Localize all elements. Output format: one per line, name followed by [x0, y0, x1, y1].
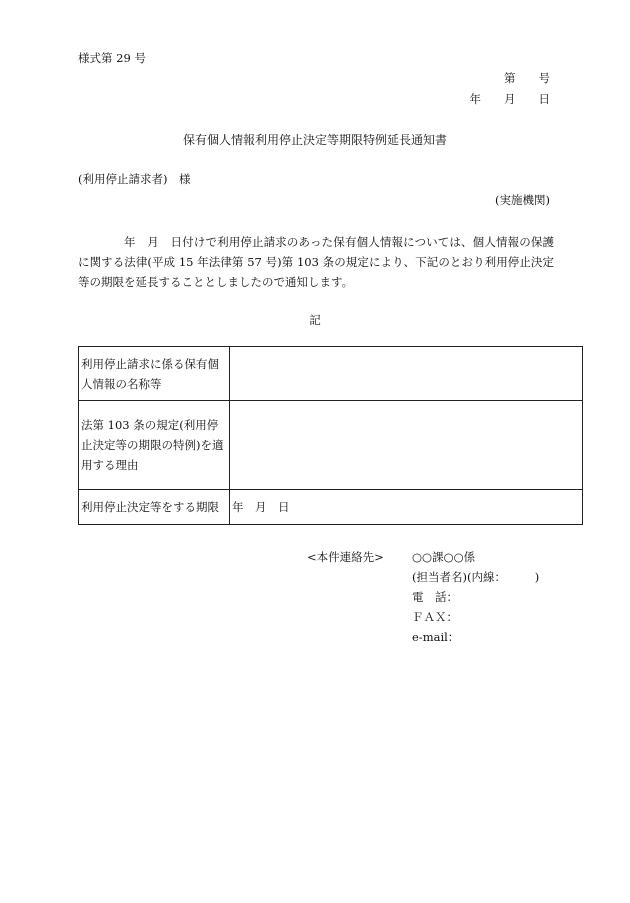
contact-line [307, 627, 539, 647]
contact-person: (担当者名)(内線： ) [412, 570, 540, 584]
contact-line [307, 567, 539, 587]
contact-block [307, 547, 539, 647]
row-label: 利用停止決定等をする期限 [79, 490, 230, 525]
contact-email: e-mail： [412, 630, 460, 644]
row-label: 法第 103 条の規定(利用停止決定等の期限の特例)を適用する理由 [79, 401, 230, 490]
contact-line [307, 607, 539, 627]
detail-table [78, 346, 583, 525]
row-value: 年 月 日 [230, 490, 583, 525]
contact-phone: 電 話： [412, 590, 458, 604]
contact-heading: <本件連絡先> [307, 550, 384, 564]
ki-heading: 記 [309, 313, 321, 327]
contact-fax: ＦＡＸ： [412, 610, 458, 624]
row-label: 利用停止請求に係る保有個人情報の名称等 [79, 347, 230, 401]
contact-line [307, 587, 539, 607]
document-date: 年 月 日 [469, 92, 550, 106]
contact-section: ○○課○○係 [412, 550, 476, 564]
issuing-agency: (実施機関) [495, 193, 550, 207]
document-title: 保有個人情報利用停止決定等期限特例延長通知書 [182, 133, 447, 147]
addressee: (利用停止請求者) 様 [78, 172, 191, 186]
table-row [79, 401, 583, 490]
body-paragraph: 年 月 日付けで利用停止請求のあった保有個人情報については、個人情報の保護に関する法律(平成 15 年法律第 57 号)第 103 条の規定により、下記のとおり利用停止決定等の期限を延長することとしましたので通知します。 [78, 235, 554, 289]
row-value [230, 347, 583, 401]
form-number: 様式第 29 号 [78, 51, 146, 65]
table-row [79, 347, 583, 401]
table-row [79, 490, 583, 525]
row-value [230, 401, 583, 490]
contact-line [307, 547, 539, 567]
document-number: 第 号 [504, 71, 550, 85]
